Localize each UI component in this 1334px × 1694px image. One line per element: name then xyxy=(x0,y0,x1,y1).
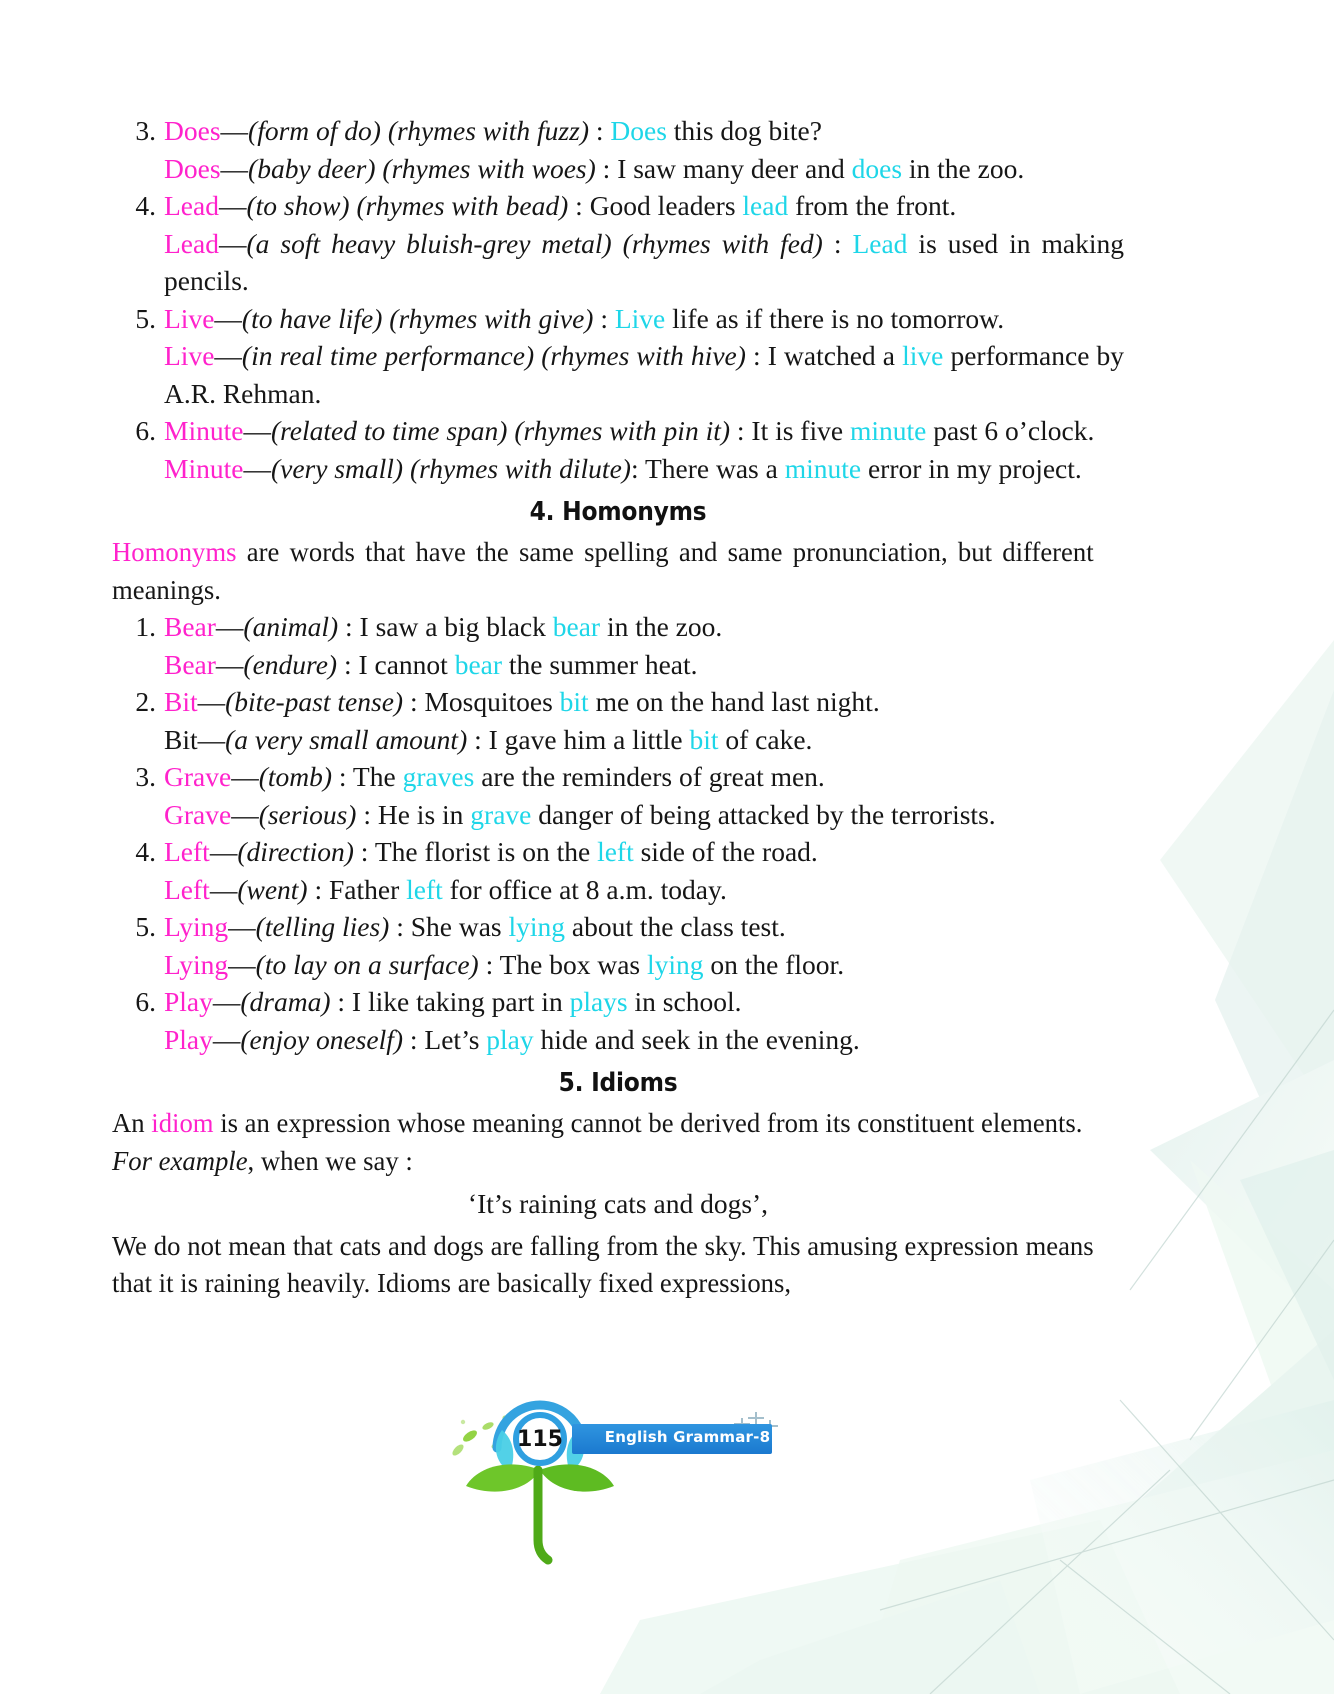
colon: : xyxy=(478,948,500,980)
headword: Bit xyxy=(164,686,198,717)
dash: — xyxy=(212,1023,241,1055)
word-sense-line xyxy=(164,871,1124,909)
highlighted-word: does xyxy=(851,152,903,184)
sense-definition: (telling lies) xyxy=(255,911,390,942)
sentence-prefix: I saw many deer and xyxy=(617,152,852,184)
word-sense-line xyxy=(164,683,1124,721)
word-sense-line xyxy=(164,946,1124,984)
sense-definition: (in real time performance) xyxy=(241,340,535,371)
highlighted-word: bear xyxy=(454,648,503,680)
highlighted-word: bit xyxy=(689,723,719,755)
idiom-def-pre: An xyxy=(112,1107,152,1138)
highlighted-word: left xyxy=(406,873,443,905)
idiom-definition xyxy=(112,1104,1094,1142)
headword: Minute xyxy=(164,452,244,484)
word-sense-line xyxy=(164,758,1124,796)
sense-definition: (form of do) xyxy=(248,115,381,146)
headword: Lead xyxy=(164,190,219,221)
highlighted-word: bear xyxy=(552,611,601,642)
word-sense-line xyxy=(164,833,1124,871)
dash: — xyxy=(215,648,244,680)
sense-definition: (to have life) xyxy=(241,302,383,334)
colon: : xyxy=(337,648,359,680)
headword: Play xyxy=(164,986,213,1017)
footer-book-title: English Grammar-8 xyxy=(604,1428,771,1446)
highlighted-word: left xyxy=(597,836,634,867)
headword: Left xyxy=(164,836,210,867)
sense-definition: (went) xyxy=(237,873,308,905)
sentence-prefix: I like taking part in xyxy=(351,986,570,1017)
word-sense-line xyxy=(164,721,1124,759)
word-sense-line xyxy=(164,112,1124,150)
dash: — xyxy=(197,686,226,717)
sentence-suffix: past 6 o’clock. xyxy=(926,415,1095,446)
headword: Bit xyxy=(164,723,198,755)
sentence-prefix: Good leaders xyxy=(589,190,743,221)
homonyms-intro xyxy=(112,533,1094,608)
rhyme-hint: (rhymes with hive) xyxy=(541,340,746,371)
dash: — xyxy=(209,836,238,867)
idiom-example-intro xyxy=(112,1142,1094,1180)
rhyme-hint: (rhymes with dilute) xyxy=(409,452,631,484)
sense-definition: (animal) xyxy=(243,611,339,642)
sentence-prefix: It is five xyxy=(751,415,850,446)
list-item xyxy=(112,412,1124,487)
sentence-prefix: He is in xyxy=(377,798,471,830)
dash: — xyxy=(218,190,247,221)
dash: — xyxy=(197,723,226,755)
dash: — xyxy=(209,873,238,905)
word-sense-line xyxy=(164,300,1124,338)
colon: : xyxy=(389,911,411,942)
highlighted-word: graves xyxy=(402,761,475,792)
page-number: 115 xyxy=(517,1426,563,1452)
list-item-number: 3. xyxy=(135,115,156,146)
sentence-prefix: She was xyxy=(410,911,509,942)
colon: : xyxy=(403,686,425,717)
colon: : xyxy=(822,227,853,259)
sense-definition: (to show) xyxy=(246,190,350,221)
sentence-suffix: for office at 8 a.m. today. xyxy=(442,873,727,905)
sentence-prefix: There was a xyxy=(644,452,785,484)
colon: : xyxy=(467,723,489,755)
list-item xyxy=(112,187,1124,300)
idiom-explanation: We do not mean that cats and dogs are falling from the sky. This amusing expression means that it is raining heavily. Idioms are basically fixed expressions, xyxy=(112,1229,1094,1298)
headword: Play xyxy=(164,1023,213,1055)
list-item xyxy=(112,908,1124,983)
sense-definition: (very small) xyxy=(270,452,404,484)
list-item-number: 5. xyxy=(135,911,156,942)
sense-definition: (related to time span) xyxy=(270,415,508,446)
headword: Does xyxy=(164,152,221,184)
word-sense-line xyxy=(164,983,1124,1021)
list-item xyxy=(112,758,1124,833)
sentence-suffix: hide and seek in the evening. xyxy=(533,1023,860,1055)
dash: — xyxy=(218,227,247,259)
list-item-number: 1. xyxy=(135,611,156,642)
word-sense-line xyxy=(164,187,1124,225)
colon: : xyxy=(403,1023,425,1055)
headword: Lying xyxy=(164,948,229,980)
highlighted-word: live xyxy=(902,340,944,371)
colon: : xyxy=(353,836,375,867)
colon: : xyxy=(593,302,615,334)
headword: Bear xyxy=(164,611,216,642)
headword: Live xyxy=(164,302,215,334)
headword: Bear xyxy=(164,648,216,680)
list-item xyxy=(112,983,1124,1058)
idiom-example-rest: , when we say : xyxy=(247,1144,413,1176)
highlighted-word: lying xyxy=(647,948,704,980)
word-sense-line xyxy=(164,796,1124,834)
space xyxy=(403,453,410,484)
sentence-suffix: this dog bite? xyxy=(666,115,822,146)
rhyme-hint: (rhymes with woes) xyxy=(382,152,596,184)
rhyme-hint: (rhymes with give) xyxy=(389,302,594,334)
sense-definition: (a very small amount) xyxy=(225,723,468,755)
highlighted-word: plays xyxy=(569,986,628,1017)
sentence-suffix: in the zoo. xyxy=(600,611,723,642)
sentence-prefix: I cannot xyxy=(358,648,455,680)
headword: Grave xyxy=(164,798,232,830)
sense-definition: (baby deer) xyxy=(248,152,376,184)
headword: Left xyxy=(164,873,210,905)
list-item xyxy=(112,300,1124,413)
word-sense-line xyxy=(164,1021,1124,1059)
rhyme-hint: (rhymes with fed) xyxy=(622,227,823,259)
sense-definition: (a soft heavy bluish-grey metal) xyxy=(246,227,612,259)
word-sense-line xyxy=(164,150,1124,188)
list-item-number: 2. xyxy=(135,686,156,717)
highlighted-word: Does xyxy=(610,115,667,146)
colon: : xyxy=(568,190,590,221)
headword: Lead xyxy=(164,227,219,259)
colon: : xyxy=(630,452,645,484)
sense-definition: (endure) xyxy=(243,648,338,680)
list-item xyxy=(112,608,1124,683)
list-item-number: 4. xyxy=(135,190,156,221)
dash: — xyxy=(215,611,244,642)
colon: : xyxy=(356,798,378,830)
dash: — xyxy=(220,115,249,146)
space xyxy=(381,115,388,146)
sentence-prefix: Father xyxy=(328,873,407,905)
dash: — xyxy=(228,911,256,942)
space xyxy=(612,228,623,259)
sense-definition: (to lay on a surface) xyxy=(255,948,479,980)
homophones-list xyxy=(112,112,1124,487)
dash: — xyxy=(214,302,242,334)
list-item xyxy=(112,112,1124,187)
dash: — xyxy=(231,761,259,792)
sentence-prefix: I gave him a little xyxy=(488,723,690,755)
dash: — xyxy=(228,948,256,980)
sentence-prefix: The florist is on the xyxy=(374,836,598,867)
sense-definition: (bite-past tense) xyxy=(225,686,404,717)
highlighted-word: grave xyxy=(470,798,532,830)
idiom-def-post: is an expression whose meaning cannot be derived from its constituent elements. xyxy=(213,1107,1083,1138)
sentence-suffix: are the reminders of great men. xyxy=(474,761,825,792)
list-item-number: 6. xyxy=(135,415,156,446)
dash: — xyxy=(243,452,271,484)
highlighted-word: minute xyxy=(784,452,862,484)
colon: : xyxy=(730,415,752,446)
colon: : xyxy=(330,986,352,1017)
sense-definition: (serious) xyxy=(258,798,357,830)
word-sense-line xyxy=(164,412,1124,450)
sentence-suffix: is used in making pencils. xyxy=(164,227,1125,296)
sentence-suffix: life as if there is no tomorrow. xyxy=(665,302,1005,334)
sense-definition: (tomb) xyxy=(258,761,333,792)
homonyms-intro-rest: are words that have the same spelling and same pronunciation, but different meanings. xyxy=(112,536,1094,605)
dash: — xyxy=(212,986,241,1017)
rhyme-hint: (rhymes with fuzz) xyxy=(387,115,589,146)
sentence-suffix: in school. xyxy=(627,986,742,1017)
rhyme-hint: (rhymes with pin it) xyxy=(514,415,731,446)
highlighted-word: bit xyxy=(559,686,589,717)
sentence-prefix: I saw a big black xyxy=(359,611,553,642)
sense-definition: (direction) xyxy=(237,836,354,867)
rhyme-hint: (rhymes with bead) xyxy=(356,190,569,221)
idiom-quote: ‘It’s raining cats and dogs’, xyxy=(467,1188,769,1219)
word-sense-line xyxy=(164,908,1124,946)
sentence-prefix: The xyxy=(352,761,403,792)
highlighted-word: lying xyxy=(508,911,566,942)
highlighted-word: Live xyxy=(614,302,666,334)
idiom-example-label: For example xyxy=(112,1144,248,1176)
sentence-prefix: Mosquitoes xyxy=(424,686,560,717)
page-content xyxy=(112,112,1124,1302)
word-sense-line xyxy=(164,337,1124,412)
headword: Lying xyxy=(164,911,229,942)
sentence-suffix: me on the hand last night. xyxy=(588,686,880,717)
list-item-number: 5. xyxy=(135,302,156,334)
dash: — xyxy=(243,415,271,446)
sentence-prefix: Let’s xyxy=(424,1023,487,1055)
sentence-suffix: on the floor. xyxy=(703,948,845,980)
sentence-suffix: the summer heat. xyxy=(502,648,698,680)
sentence-prefix: The box was xyxy=(499,948,647,980)
sentence-suffix: side of the road. xyxy=(633,836,818,867)
homonyms-intro-lead: Homonyms xyxy=(112,536,237,567)
colon: : xyxy=(307,873,329,905)
headword: Grave xyxy=(164,761,232,792)
colon: : xyxy=(332,761,353,792)
dash: — xyxy=(220,152,249,184)
colon: : xyxy=(745,340,768,371)
sentence-prefix: I watched a xyxy=(767,340,903,371)
dash: — xyxy=(214,340,242,371)
word-sense-line xyxy=(164,608,1124,646)
sentence-suffix: in the zoo. xyxy=(902,152,1025,184)
word-sense-line xyxy=(164,450,1124,488)
sense-definition: (enjoy oneself) xyxy=(240,1023,404,1055)
sentence-suffix: of cake. xyxy=(718,723,813,755)
headword: Minute xyxy=(164,415,244,446)
highlighted-word: play xyxy=(486,1023,534,1055)
sentence-suffix: error in my project. xyxy=(861,452,1082,484)
colon: : xyxy=(595,152,618,184)
sentence-suffix: about the class test. xyxy=(565,911,786,942)
word-sense-line xyxy=(164,225,1124,300)
list-item-number: 6. xyxy=(135,986,156,1017)
colon: : xyxy=(338,611,360,642)
highlighted-word: Lead xyxy=(852,227,908,259)
list-item xyxy=(112,683,1124,758)
headword: Does xyxy=(164,115,221,146)
word-sense-line xyxy=(164,646,1124,684)
dash: — xyxy=(231,798,259,830)
list-item-number: 4. xyxy=(135,836,156,867)
homonyms-list xyxy=(112,608,1124,1058)
list-item xyxy=(112,833,1124,908)
highlighted-word: minute xyxy=(849,415,927,446)
sense-definition: (drama) xyxy=(240,986,331,1017)
sentence-suffix: performance by A.R. Rehman. xyxy=(164,340,1125,409)
sentence-suffix: from the front. xyxy=(788,190,957,221)
sentence-suffix: danger of being attacked by the terrorists. xyxy=(531,798,996,830)
section-heading-idioms: 5. Idioms xyxy=(558,1068,678,1098)
headword: Live xyxy=(164,340,215,371)
list-item-number: 3. xyxy=(135,761,156,792)
idiom-def-word: idiom xyxy=(151,1107,214,1138)
highlighted-word: lead xyxy=(742,190,789,221)
colon: : xyxy=(589,115,611,146)
section-heading-homonyms: 4. Homonyms xyxy=(529,497,707,527)
